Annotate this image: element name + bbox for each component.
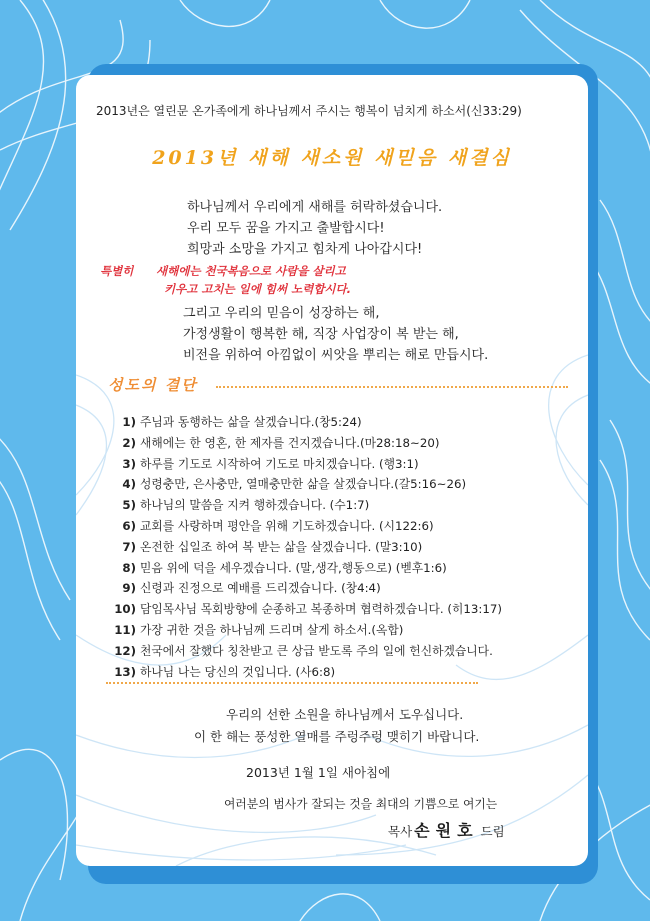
list-item: 5) 하나님의 말씀을 지켜 행하겠습니다. (수1:7) [122, 498, 370, 513]
closing-line-2: 이 한 해는 풍성한 열매를 주렁주렁 맺히기 바랍니다. [194, 729, 480, 744]
signature-name: 손원호 [414, 821, 479, 840]
intro-line-2: 우리 모두 꿈을 가지고 출발합시다! [187, 221, 385, 236]
page-title: 2013년 새해 새소원 새믿음 새결심 [152, 147, 512, 169]
section-title: 성도의 결단 [108, 376, 198, 394]
list-item: 2) 새해에는 한 영혼, 한 제자를 건지겠습니다.(마28:18~20) [122, 435, 440, 450]
closing-date: 2013년 1월 1일 새아침에 [246, 765, 391, 780]
closing-wish: 여러분의 범사가 잘되는 것을 최대의 기쁨으로 여기는 [224, 797, 498, 811]
signature-suffix: 드림 [480, 824, 505, 839]
special-label: 특별히 [100, 264, 134, 278]
list-item: 11) 가장 귀한 것을 하나님께 드리며 살게 하소서.(옥합) [114, 622, 404, 637]
closing-line-1: 우리의 선한 소원을 하나님께서 도우십니다. [226, 707, 464, 722]
letter-card [76, 75, 588, 866]
special-line-2: 키우고 고치는 일에 힘써 노력합시다. [164, 282, 352, 296]
intro-closing-line-1: 그리고 우리의 믿음이 성장하는 해, [183, 306, 380, 321]
list-item: 7) 온전한 십일조 하여 복 받는 삶을 살겠습니다. (말3:10) [122, 539, 423, 554]
list-item: 3) 하루를 기도로 시작하여 기도로 마치겠습니다. (행3:1) [122, 456, 419, 471]
resolution-list [114, 412, 502, 682]
list-item: 13) 하나님 나는 당신의 것입니다. (사6:8) [114, 664, 336, 679]
list-item: 6) 교회를 사랑하며 평안을 위해 기도하겠습니다. (시122:6) [122, 518, 434, 533]
list-item: 10) 담임목사님 목회방향에 순종하고 복종하며 협력하겠습니다. (히13:17) [114, 602, 502, 617]
closing-divider [106, 682, 478, 684]
header-verse: 2013년은 열린문 온가족에게 하나님께서 주시는 행복이 넘치게 하소서(신33:29) [96, 104, 522, 118]
signature-prefix: 목사 [388, 824, 413, 839]
signature [388, 818, 505, 841]
list-item: 9) 신령과 진정으로 예배를 드리겠습니다. (창4:4) [122, 581, 381, 596]
intro-line-3: 희망과 소망을 가지고 힘차게 나아갑시다! [187, 242, 423, 257]
list-item: 12) 천국에서 잘했다 칭찬받고 큰 상급 받도록 주의 일에 헌신하겠습니다. [114, 643, 493, 658]
list-item: 4) 성령충만, 은사충만, 열매충만한 삶을 살겠습니다.(갈5:16~26) [122, 477, 467, 492]
intro-line-1: 하나님께서 우리에게 새해를 허락하셨습니다. [187, 200, 443, 215]
intro-closing-line-3: 비전을 위하여 아낌없이 씨앗을 뿌리는 해로 만듭시다. [183, 348, 489, 363]
list-item: 1) 주님과 동행하는 삶을 살겠습니다.(창5:24) [122, 415, 362, 429]
special-line-1: 새해에는 천국복음으로 사람을 살리고 [156, 264, 346, 278]
intro-closing-line-2: 가정생활이 행복한 해, 직장 사업장이 복 받는 해, [183, 327, 459, 342]
list-item: 8) 믿음 위에 덕을 세우겠습니다. (말,생각,행동으로) (벧후1:6) [122, 560, 447, 575]
section-divider [216, 386, 568, 388]
